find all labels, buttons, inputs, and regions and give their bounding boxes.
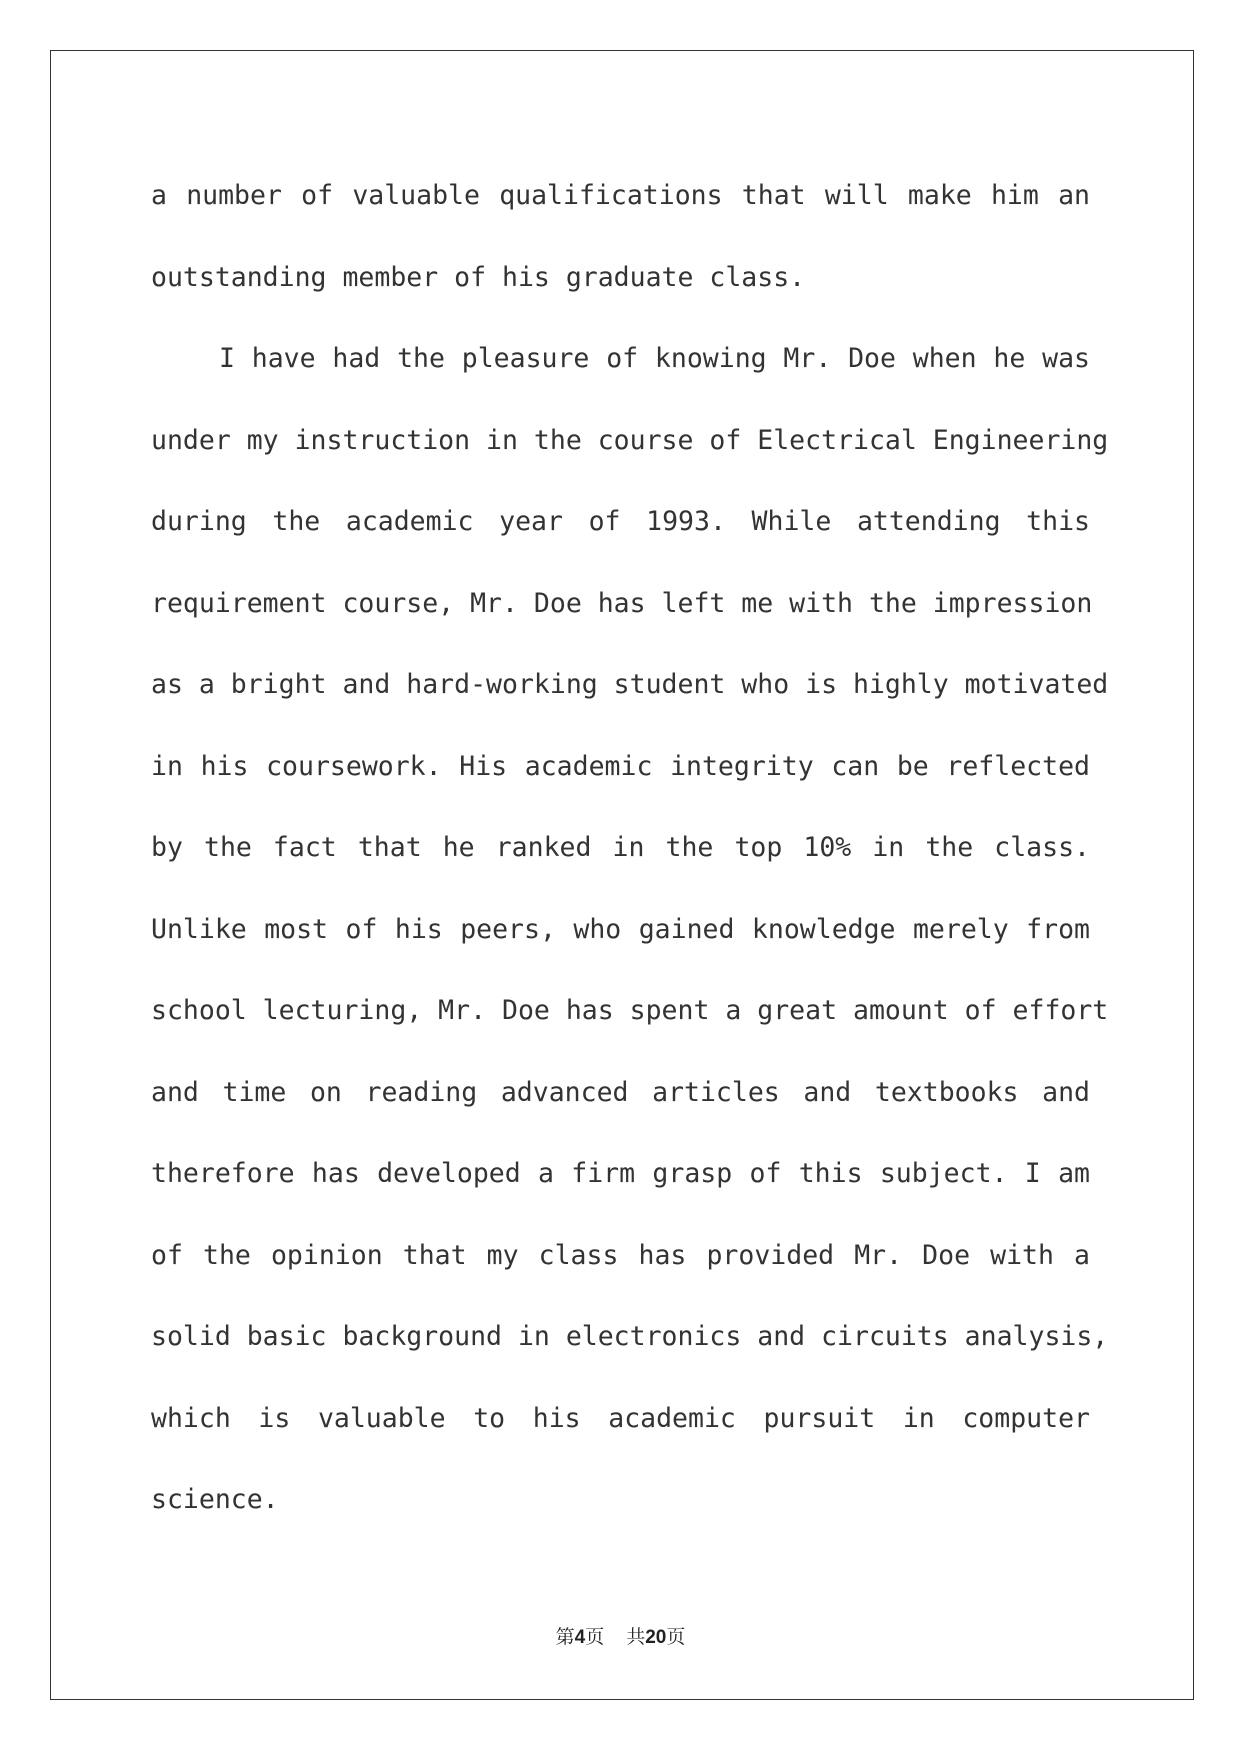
total-label-suffix: 页 — [666, 1626, 686, 1648]
body-line: outstanding member of his graduate class. — [151, 261, 806, 293]
letter-body — [151, 155, 1109, 1541]
body-line: by the fact that he ranked in the top 10% in the class. — [151, 832, 1090, 863]
body-line: science. — [151, 1484, 279, 1515]
page-label-suffix: 页 — [585, 1626, 605, 1648]
body-line: under my instruction in the course of Electrical Engineering — [151, 424, 1109, 456]
body-line: requirement course, Mr. Doe has left me with the impression — [151, 587, 1093, 619]
body-line: I have had the pleasure of knowing Mr. Doe when he was — [219, 343, 1090, 374]
body-line: of the opinion that my class has provided Mr. Doe with a — [151, 1239, 1090, 1271]
body-line: in his coursework. His academic integrity can be reflected — [151, 750, 1090, 782]
page-number: 4 — [574, 1627, 586, 1648]
body-line: solid basic background in electronics and circuits analysis, — [151, 1321, 1109, 1352]
total-pages: 20 — [645, 1627, 667, 1648]
body-line: which is valuable to his academic pursuit in computer — [151, 1402, 1090, 1434]
body-line: Unlike most of his peers, who gained knowledge merely from — [151, 913, 1090, 945]
body-line: during the academic year of 1993. While attending this — [151, 506, 1090, 537]
body-line: as a bright and hard-working student who is highly motivated — [151, 669, 1109, 700]
body-line: school lecturing, Mr. Doe has spent a great amount of effort — [151, 995, 1109, 1026]
total-label-prefix: 共 — [626, 1626, 646, 1648]
body-line: therefore has developed a firm grasp of this subject. I am — [151, 1158, 1090, 1189]
page-label-prefix: 第 — [555, 1626, 575, 1648]
body-line: a number of valuable qualifications that will make him an — [151, 180, 1090, 211]
body-line: and time on reading advanced articles and textbooks and — [151, 1076, 1090, 1108]
page-footer — [0, 1622, 1241, 1649]
